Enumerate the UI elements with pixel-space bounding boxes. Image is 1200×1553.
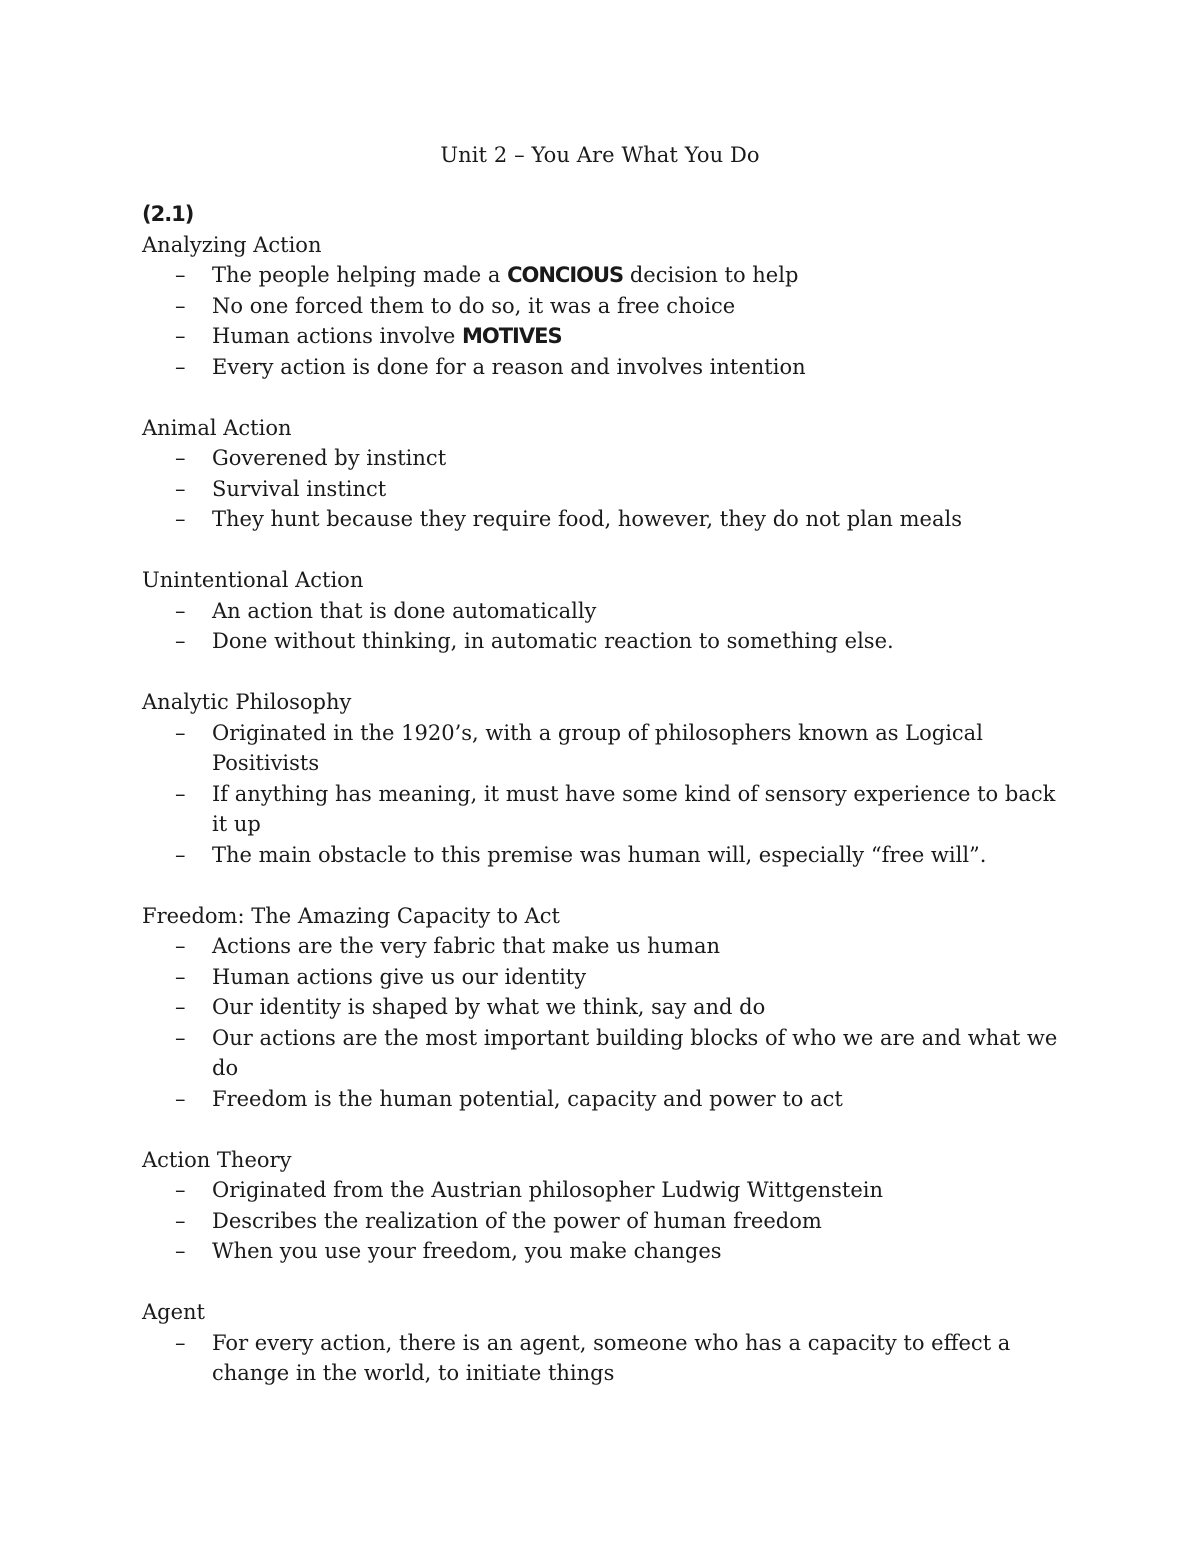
bullet-dash: – <box>175 354 186 379</box>
section-unintentional-action <box>142 565 1062 657</box>
bullet-dash: – <box>175 934 186 958</box>
bullet-dash: – <box>175 629 186 653</box>
bullet-item <box>142 260 1062 291</box>
unit-marker: (2.1) <box>142 202 194 226</box>
bullet-dash: – <box>175 964 186 989</box>
bullet-list <box>142 1328 1062 1389</box>
bullet-text: The main obstacle to this premise was human will, especially “free will”. <box>212 842 987 867</box>
bullet-item <box>142 443 1062 474</box>
emphasis-text: CONCIOUS <box>507 263 624 287</box>
bullet-dash: – <box>175 1086 186 1111</box>
bullet-text: Our actions are the most important building blocks of who we are and what we do <box>212 1025 1058 1080</box>
bullet-item <box>142 962 1062 993</box>
bullet-item <box>142 931 1062 962</box>
bullet-text: They hunt because they require food, however, they do not plan meals <box>212 507 962 531</box>
bullet-dash: – <box>175 263 186 287</box>
section-agent <box>142 1297 1062 1389</box>
bullet-dash: – <box>175 446 186 470</box>
bullet-dash: – <box>175 507 186 531</box>
bullet-text: Actions are the very fabric that make us human <box>212 934 721 958</box>
bullet-text: No one forced them to do so, it was a free choice <box>212 293 736 318</box>
bullet-item <box>142 992 1062 1023</box>
section-analytic-philosophy <box>142 687 1062 870</box>
bullet-item <box>142 626 1062 657</box>
bullet-text: Human actions give us our identity <box>212 964 587 989</box>
bullet-dash: – <box>175 1178 186 1202</box>
bullet-text: If anything has meaning, it must have some kind of sensory experience to back it up <box>212 781 1056 836</box>
bullet-item <box>142 1084 1062 1115</box>
section-heading: Freedom: The Amazing Capacity to Act <box>142 903 561 928</box>
bullet-list <box>142 260 1062 382</box>
bullet-item <box>142 718 1062 779</box>
bullet-text: Done without thinking, in automatic reaction to something else. <box>212 629 894 653</box>
section-heading: Action Theory <box>142 1147 292 1172</box>
section-heading: Animal Action <box>142 415 292 440</box>
bullet-text: Survival instinct <box>212 476 387 501</box>
bullet-text: Originated in the 1920’s, with a group of philosophers known as Logical Positivists <box>212 720 983 775</box>
section-analyzing-action <box>142 230 1062 383</box>
bullet-dash: – <box>175 1208 186 1233</box>
bullet-item <box>142 352 1062 383</box>
bullet-item <box>142 596 1062 627</box>
bullet-text-before: Human actions involve <box>212 324 462 348</box>
bullet-item <box>142 779 1062 840</box>
bullet-dash: – <box>175 1330 186 1355</box>
section-heading: Unintentional Action <box>142 568 364 592</box>
bullet-text: Originated from the Austrian philosopher Ludwig Wittgenstein <box>212 1178 884 1202</box>
bullet-item <box>142 1328 1062 1389</box>
bullet-dash: – <box>175 781 186 806</box>
bullet-dash: – <box>175 324 186 348</box>
bullet-item <box>142 291 1062 322</box>
bullet-list <box>142 1175 1062 1267</box>
bullet-text: Freedom is the human potential, capacity and power to act <box>212 1086 843 1111</box>
bullet-text-before: The people helping made a <box>212 263 508 287</box>
bullet-dash: – <box>175 293 186 318</box>
document-body <box>142 199 1062 1389</box>
section-action-theory <box>142 1145 1062 1267</box>
bullet-dash: – <box>175 995 186 1019</box>
bullet-item <box>142 1175 1062 1206</box>
bullet-item <box>142 1023 1062 1084</box>
bullet-list <box>142 596 1062 657</box>
section-heading: Analytic Philosophy <box>142 690 352 714</box>
section-heading: Analyzing Action <box>142 232 322 257</box>
bullet-list <box>142 443 1062 535</box>
bullet-dash: – <box>175 1025 186 1050</box>
section-heading: Agent <box>142 1300 205 1324</box>
bullet-item <box>142 474 1062 505</box>
bullet-dash: – <box>175 842 186 867</box>
bullet-dash: – <box>175 598 186 623</box>
bullet-text: Describes the realization of the power of human freedom <box>212 1208 822 1233</box>
bullet-dash: – <box>175 1239 186 1263</box>
bullet-text: For every action, there is an agent, someone who has a capacity to effect a change in the world, to initiate things <box>212 1330 1011 1385</box>
bullet-text: When you use your freedom, you make changes <box>212 1239 722 1263</box>
bullet-item <box>142 1206 1062 1237</box>
bullet-text: An action that is done automatically <box>212 598 597 623</box>
bullet-dash: – <box>175 720 186 745</box>
bullet-list <box>142 718 1062 871</box>
bullet-item <box>142 1236 1062 1267</box>
bullet-item <box>142 840 1062 871</box>
emphasis-text: MOTIVES <box>461 324 562 348</box>
bullet-item <box>142 321 1062 352</box>
bullet-dash: – <box>175 476 186 501</box>
bullet-text: Goverened by instinct <box>212 446 447 470</box>
document-title: Unit 2 – You Are What You Do <box>440 143 760 167</box>
bullet-text-after: decision to help <box>623 263 799 287</box>
bullet-list <box>142 931 1062 1114</box>
bullet-text: Every action is done for a reason and involves intention <box>212 354 806 379</box>
bullet-text: Our identity is shaped by what we think, say and do <box>212 995 766 1019</box>
bullet-item <box>142 504 1062 535</box>
section-freedom <box>142 901 1062 1115</box>
section-animal-action <box>142 413 1062 535</box>
